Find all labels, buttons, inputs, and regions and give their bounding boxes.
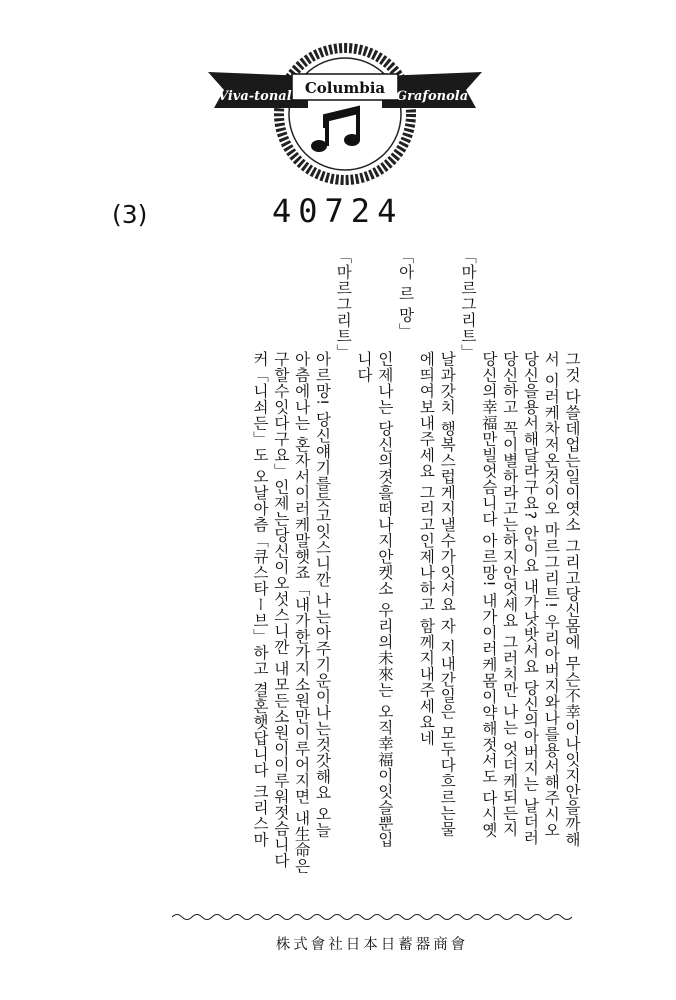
speaker-label: 「마르그리트」 <box>334 248 353 360</box>
lyric-line: 당신의幸福만빌엇슴니다 아르망! 내가이러케몸이약해젓서도 다시옛 <box>479 351 498 838</box>
publisher-footer: 會商器蓄日本日社會式株 <box>275 937 469 953</box>
lyric-line: 당신을용서해달라구요? 안이요 내가낫밧서요 당신의아버지는 날더러 <box>521 351 540 846</box>
lyric-line: 당신하고 꼭이별하라고는하지안엇세요 그러치만 나는 엇더케되든지 <box>500 351 519 837</box>
lyric-line: 에띄여보내주세요 그리고인제나하고 함께지내주세요네 <box>417 351 436 746</box>
lyric-line: 아르망! 당신얘기를듯고잇스니깐 나는아주기운이나는것갓해요 오늘 <box>313 351 332 838</box>
logo-left-text: Viva-tonal <box>218 89 292 104</box>
lyric-line: 구할수잇다구요」인제는당신이오섯스니깐 내모든소원이이루워젓슴니다 <box>271 351 290 869</box>
lyric-line: 아츰에나는 혼자서이러케말햇죠「내가한가지소원만이루어지면 내生命은 <box>292 351 311 874</box>
lyrics-body <box>118 248 582 908</box>
columbia-emblem <box>200 42 490 192</box>
logo-right-text: Grafonola <box>396 89 469 104</box>
speaker-label: 「아 르 망」 <box>396 248 415 339</box>
lyric-line: 인제나는 당신의겻흘떠나지안켓소 우리의未來는 오직幸福이잇슬뿐입 <box>375 351 394 848</box>
columbia-logo <box>200 42 490 192</box>
lyric-line: 커「니쇠든」도 오날아츰「큐스타ー브」하고 결혼햇답니다 크리스마 <box>251 351 270 848</box>
page-number: (3) <box>112 200 148 229</box>
lyric-line: 날과갓치 행복스럽게지낼수가잇서요 자 지내간일은 모두다흐르는물 <box>438 351 457 837</box>
record-number: 40724 <box>272 192 404 230</box>
speaker-label: 「마르그리트」 <box>459 248 478 360</box>
lyric-line: 니다 <box>355 351 374 383</box>
logo-center-text: Columbia <box>304 79 386 97</box>
lyric-line: 서 이러케차저온것이오 마르그리트! 우리아버지와나를용서해주시오 <box>542 351 561 838</box>
wavy-divider <box>172 912 572 922</box>
lyric-line: 그것 다쓸데업는일이엿소 그리고당신몸에 무슨不幸이나잇지안을까해 <box>563 351 581 848</box>
